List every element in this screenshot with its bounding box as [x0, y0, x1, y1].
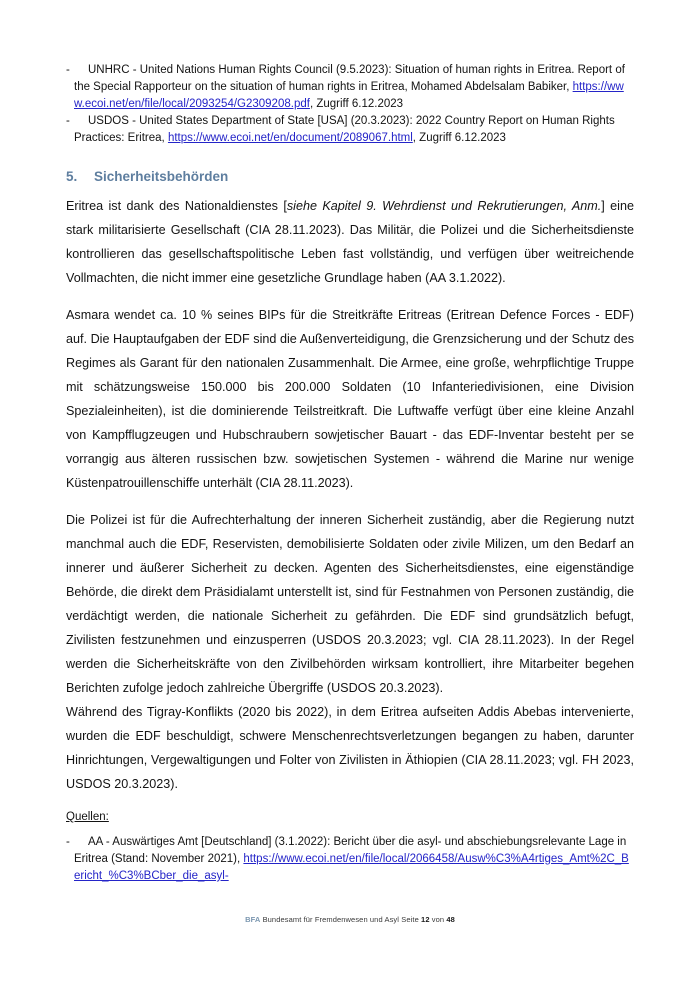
paragraph-text: Eritrea ist dank des Nationaldienstes [ [66, 199, 287, 213]
source-link-aa[interactable]: https://www.ecoi.net/en/file/local/2066458/Ausw%C3%A4rtiges_Amt%2C_Bericht_%C3%BCber_die_asyl- [74, 853, 629, 882]
paragraph-polizei: Die Polizei ist für die Aufrechterhaltung der inneren Sicherheit zuständig, aber die Regierung nutzt manchmal auch die EDF, Reservisten, demobilisierte Soldaten oder zivile Milizen, um den Bedarf an innerer und äußerer Sicherheit zu decken. Agenten des Sicherheitsdienstes, eine eigenständige Behörde, die direkt dem Präsidialamt unterstellt ist, sind für Festnahmen von Personen zuständig, die verdächtigt werden, die nationale Sicherheit zu gefährden. Die EDF sind grundsätzlich befugt, Zivilisten festzunehmen und einzusperren (USDOS 20.3.2023; vgl. CIA 28.11.2023). In der Regel werden die Sicherheitskräfte von den Zivilbehörden wirksam kontrolliert, ihre Mitarbeiter begehen Berichten zufolge jedoch zahlreiche Übergriffe (USDOS 20.3.2023). [66, 513, 634, 695]
reference-item-usdos [66, 113, 634, 147]
footer-total-pages: 48 [446, 915, 455, 924]
bullet-marker: - [66, 64, 70, 76]
reference-text: USDOS - United States Department of State [USA] (20.3.2023): 2022 Country Report on Human Rights Practices: Eritrea, [74, 115, 615, 144]
footer-org-name: Bundesamt für Fremdenwesen und Asyl [262, 915, 400, 924]
footer-page-word: Seite [401, 915, 419, 924]
paragraph-italic-note: siehe Kapitel 9. Wehrdienst und Rekrutierungen, Anm. [286, 199, 602, 213]
section-number: 5. [66, 169, 78, 184]
paragraph-streitkraefte: Asmara wendet ca. 10 % seines BIPs für die Streitkräfte Eritreas (Eritrean Defence Forces - EDF) auf. Die Hauptaufgaben der EDF sind die Außenverteidigung, die Grenzsicherung und der Schutz des Regimes als Garant für den nationalen Zusammenhalt. Die Armee, eine große, wehrpflichtige Truppe mit schätzungsweise 150.000 bis 200.000 Soldaten (10 Infanteriedivisionen, eine Division Spezialeinheiten), ist die dominierende Teilstreitkraft. Die Luftwaffe verfügt über eine kleine Anzahl von Kampfflugzeugen und Hubschraubern sowjetischer Bauart - das EDF-Inventar besteht per se vorrangig aus älteren russischen bzw. sowjetischen Systemen - während die Marine nur wenige Küstenpatrouillenschiffe unterhält (CIA 28.11.2023). [66, 308, 634, 490]
sources-list [66, 834, 634, 885]
source-text: AA - Auswärtiges Amt [Deutschland] (3.1.2022): Bericht über die asyl- und abschiebungsrelevante Lage in Eritrea (Stand: November 2021), [74, 836, 627, 865]
footer-page-number: 12 [421, 915, 430, 924]
bfa-logo: BFA [245, 915, 261, 924]
paragraph-text: ] eine stark militarisierte Gesellschaft (CIA 28.11.2023). Das Militär, die Polizei und die Sicherheitsdienste kontrollieren das gesellschaftspolitische Leben fast vollständig, und verfügen über weitreichende Vollmachten, die nicht immer eine gesetzliche Grundlage haben (AA 3.1.2022). [66, 199, 634, 285]
reference-item-unhrc [66, 62, 634, 113]
section-body [66, 194, 634, 796]
bullet-marker: - [66, 836, 70, 848]
reference-text: UNHRC - United Nations Human Rights Council (9.5.2023): Situation of human rights in Eritrea. Report of the Special Rapporteur on the situation of human rights in Eritrea, Mohamed Abdelsalam Babiker, [74, 64, 625, 93]
section-title: Sicherheitsbehörden [94, 169, 229, 184]
paragraph-tigray: Während des Tigray-Konflikts (2020 bis 2022), in dem Eritrea aufseiten Addis Abebas intervenierte, wurden die EDF beschuldigt, schwere Menschenrechtsverletzungen begangen zu haben, darunter Hinrichtungen, Vergewaltigungen und Folter von Zivilisten in Äthiopien (CIA 28.11.2023; vgl. FH 2023, USDOS 20.3.2023). [66, 705, 634, 791]
source-item-aa [66, 834, 634, 885]
sources-label: Quellen: [66, 811, 109, 823]
top-reference-list [66, 62, 634, 147]
reference-link-usdos[interactable]: https://www.ecoi.net/en/document/2089067.html [167, 132, 413, 144]
reference-link-unhrc[interactable]: https://www.ecoi.net/en/file/local/2093254/G2309208.pdf [74, 81, 624, 110]
section-heading [66, 169, 634, 184]
reference-access-date: , Zugriff 6.12.2023 [309, 98, 404, 110]
paragraph-nationaldienst [66, 194, 634, 290]
bullet-marker: - [66, 115, 70, 127]
reference-access-date: , Zugriff 6.12.2023 [412, 132, 506, 144]
footer-of-word: von [431, 915, 445, 924]
page-footer [0, 915, 700, 924]
sources-section [66, 809, 634, 885]
